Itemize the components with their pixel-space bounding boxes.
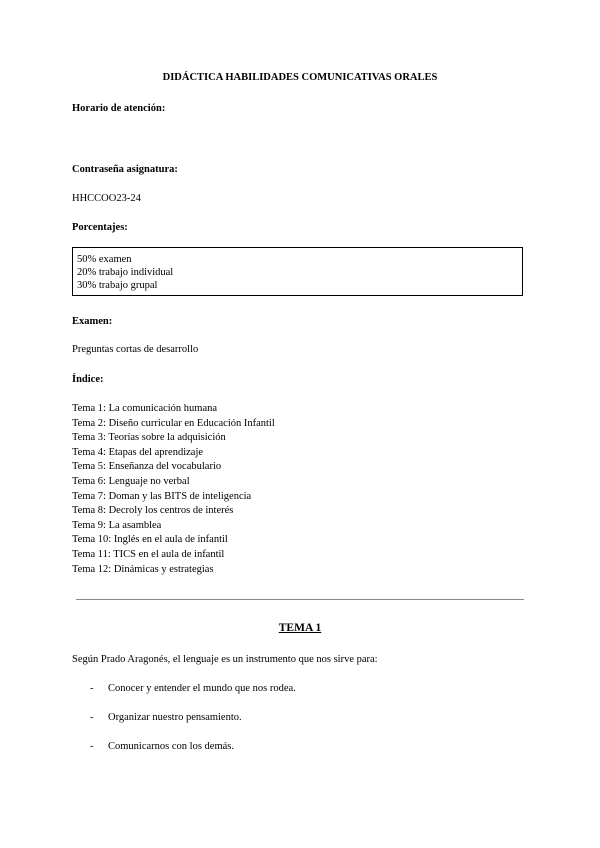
bullet-marker: - bbox=[90, 683, 94, 694]
percentage-item: 20% trabajo individual bbox=[77, 267, 174, 278]
index-item: Tema 11: TICS en el aula de infantil bbox=[72, 548, 225, 560]
bullet-item: Conocer y entender el mundo que nos rodea. bbox=[108, 683, 296, 694]
index-item: Tema 10: Inglés en el aula de infantil bbox=[72, 534, 228, 546]
index-item: Tema 3: Teorías sobre la adquisición bbox=[72, 432, 226, 444]
document-title: DIDÁCTICA HABILIDADES COMUNICATIVAS ORALES bbox=[162, 72, 438, 83]
index-item: Tema 5: Enseñanza del vocabulario bbox=[72, 461, 222, 473]
index-list bbox=[72, 402, 275, 577]
intro-paragraph: Según Prado Aragonés, el lenguaje es un instrumento que nos sirve para: bbox=[72, 654, 378, 665]
index-item: Tema 7: Doman y las BITS de inteligencia bbox=[72, 490, 252, 502]
index-item: Tema 4: Etapas del aprendizaje bbox=[72, 446, 204, 458]
percentages-heading: Porcentajes: bbox=[72, 222, 128, 233]
index-item: Tema 9: La asamblea bbox=[72, 519, 162, 531]
index-heading: Índice: bbox=[72, 374, 104, 385]
index-item: Tema 6: Lenguaje no verbal bbox=[72, 475, 190, 487]
index-item: Tema 1: La comunicación humana bbox=[72, 403, 218, 414]
bullet-item: Organizar nuestro pensamiento. bbox=[108, 712, 242, 723]
exam-heading: Examen: bbox=[72, 316, 113, 327]
bullet-marker: - bbox=[90, 712, 94, 723]
horario-heading: Horario de atención: bbox=[72, 103, 166, 114]
horizontal-divider bbox=[76, 599, 524, 600]
index-item: Tema 8: Decroly los centros de interés bbox=[72, 505, 234, 517]
percentage-item: 30% trabajo grupal bbox=[77, 280, 158, 291]
index-item: Tema 2: Diseño curricular en Educación Infantil bbox=[72, 417, 275, 429]
percentages-box bbox=[72, 247, 523, 296]
section-title: TEMA 1 bbox=[278, 622, 322, 634]
bullet-marker: - bbox=[90, 741, 94, 752]
bullet-item: Comunicarnos con los demás. bbox=[108, 741, 234, 752]
password-heading: Contraseña asignatura: bbox=[72, 164, 178, 175]
exam-value: Preguntas cortas de desarrollo bbox=[72, 344, 199, 355]
percentage-item: 50% examen bbox=[77, 254, 132, 265]
password-value: HHCCOO23-24 bbox=[72, 193, 141, 204]
index-item: Tema 12: Dinámicas y estrategias bbox=[72, 563, 214, 575]
